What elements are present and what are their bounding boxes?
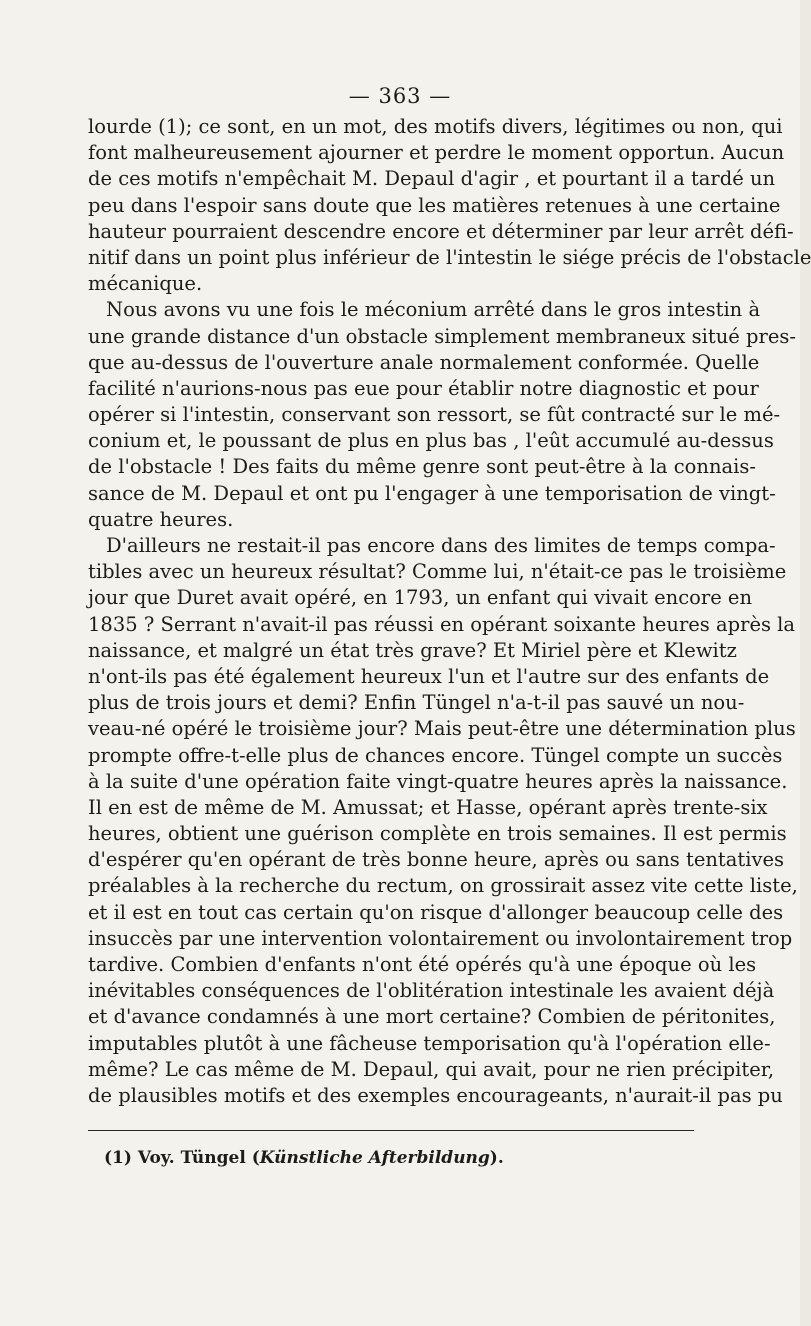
- text-line: à la suite d'une opération faite vingt-quatre heures après la naissance.: [88, 769, 788, 793]
- footnote: [104, 1148, 504, 1168]
- text-line: lourde (1); ce sont, en un mot, des motifs divers, légitimes ou non, qui: [88, 115, 783, 138]
- body-text: [88, 114, 811, 1109]
- text-line: peu dans l'espoir sans doute que les matières retenues à une certaine: [88, 193, 781, 217]
- text-line: naissance, et malgré un état très grave? Et Miriel père et Klewitz: [88, 638, 737, 662]
- text-line: de ces motifs n'empêchait M. Depaul d'agir , et pourtant il a tardé un: [88, 167, 776, 191]
- text-line: même? Le cas même de M. Depaul, qui avait, pour ne rien précipiter,: [88, 1057, 775, 1081]
- text-line: plus de trois jours et demi? Enfin Tüngel n'a-t-il pas sauvé un nou-: [88, 691, 745, 715]
- text-line: facilité n'aurions-nous pas eue pour établir notre diagnostic et pour: [88, 376, 759, 400]
- text-line: de plausibles motifs et des exemples encourageants, n'aurait-il pas pu: [88, 1083, 783, 1107]
- text-line: prompte offre-t-elle plus de chances encore. Tüngel compte un succès: [88, 743, 783, 767]
- text-line: jour que Duret avait opéré, en 1793, un enfant qui vivait encore en: [88, 586, 753, 610]
- text-line: opérer si l'intestin, conservant son ressort, se fût contracté sur le mé-: [88, 403, 781, 427]
- text-line: D'ailleurs ne restait-il pas encore dans des limites de temps compa-: [106, 534, 776, 557]
- text-line: de l'obstacle ! Des faits du même genre sont peut-être à la connais-: [88, 455, 756, 479]
- footnote-title: Künstliche Afterbildung: [259, 1148, 490, 1168]
- text-line: préalables à la recherche du rectum, on grossirait assez vite cette liste,: [88, 874, 798, 898]
- text-line: que au-dessus de l'ouverture anale normalement conformée. Quelle: [88, 350, 760, 374]
- text-line: nitif dans un point plus inférieur de l'intestin le siége précis de l'obstacle: [88, 245, 811, 269]
- text-line: sance de M. Depaul et ont pu l'engager à une temporisation de vingt-: [88, 481, 776, 505]
- footnote-marker: (1): [104, 1148, 132, 1168]
- text-line: insuccès par une intervention volontairement ou involontairement trop: [88, 926, 793, 950]
- page-number: — 363 —: [348, 84, 452, 108]
- text-line: mécanique.: [88, 272, 203, 296]
- text-line: inévitables conséquences de l'oblitération intestinale les avaient déjà: [88, 979, 775, 1003]
- text-line: hauteur pourraient descendre encore et déterminer par leur arrêt défi-: [88, 219, 794, 243]
- text-line: Il en est de même de M. Amussat; et Hasse, opérant après trente-six: [88, 795, 768, 819]
- footnote-close: ).: [489, 1148, 504, 1168]
- text-line: tardive. Combien d'enfants n'ont été opérés qu'à une époque où les: [88, 953, 757, 976]
- text-line: font malheureusement ajourner et perdre le moment opportun. Aucun: [88, 141, 785, 165]
- text-line: d'espérer qu'en opérant de très bonne heure, après ou sans tentatives: [88, 848, 785, 872]
- text-line: 1835 ? Serrant n'avait-il pas réussi en opérant soixante heures après la: [88, 612, 796, 636]
- footnote-divider: [88, 1130, 694, 1131]
- footnote-text: Voy. Tüngel (: [137, 1148, 260, 1168]
- text-line: conium et, le poussant de plus en plus bas , l'eût accumulé au-dessus: [88, 429, 774, 453]
- text-line: quatre heures.: [88, 507, 234, 531]
- text-line: heures, obtient une guérison complète en trois semaines. Il est permis: [88, 822, 787, 846]
- text-line: et d'avance condamnés à une mort certaine? Combien de péritonites,: [88, 1005, 776, 1029]
- text-line: imputables plutôt à une fâcheuse temporisation qu'à l'opération elle-: [88, 1031, 771, 1055]
- text-line: n'ont-ils pas été également heureux l'un et l'autre sur des enfants de: [88, 664, 770, 688]
- text-line: Nous avons vu une fois le méconium arrêté dans le gros intestin à: [106, 298, 761, 322]
- text-line: une grande distance d'un obstacle simplement membraneux situé pres-: [88, 324, 796, 348]
- text-line: veau-né opéré le troisième jour? Mais peut-être une détermination plus: [88, 717, 796, 741]
- text-line: et il est en tout cas certain qu'on risque d'allonger beaucoup celle des: [88, 900, 784, 924]
- text-line: tibles avec un heureux résultat? Comme lui, n'était-ce pas le troisième: [88, 560, 787, 584]
